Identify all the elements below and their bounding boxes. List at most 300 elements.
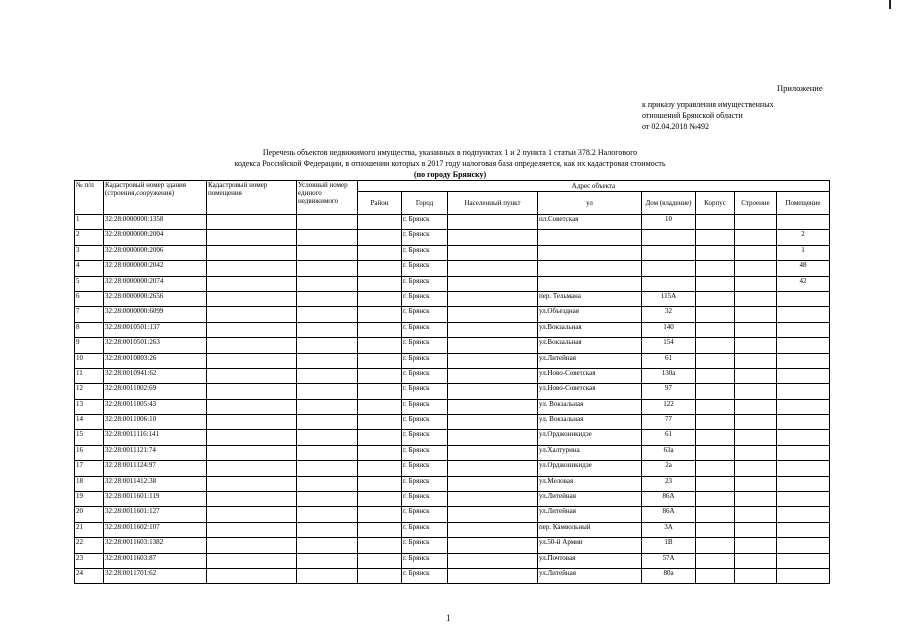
cell-room: 2 <box>777 230 830 245</box>
cell-building <box>735 230 777 245</box>
cell-building <box>735 415 777 430</box>
cell-conditional-number <box>297 276 358 291</box>
cell-settlement <box>448 415 538 430</box>
table-row <box>75 553 830 568</box>
cell-city: г. Брянск <box>402 307 448 322</box>
cell-building-cadastral: 32:28:0011412:38 <box>104 476 207 491</box>
cell-house: 23 <box>642 476 696 491</box>
cell-building <box>735 322 777 337</box>
cell-district <box>358 476 402 491</box>
cell-district <box>358 538 402 553</box>
table-row <box>75 245 830 260</box>
cell-building-cadastral: 32:28:0011002:69 <box>104 384 207 399</box>
cell-building-cadastral: 32:28:0011116:141 <box>104 430 207 445</box>
table-row <box>75 353 830 368</box>
cell-korpus <box>696 522 735 537</box>
cell-conditional-number <box>297 215 358 230</box>
cell-building-cadastral: 32:28:0011121:74 <box>104 445 207 460</box>
table-row <box>75 538 830 553</box>
cell-district <box>358 368 402 383</box>
cell-room <box>777 538 830 553</box>
cell-street <box>538 276 642 291</box>
cell-district <box>358 276 402 291</box>
header-num: № п/п <box>75 181 104 215</box>
table-row <box>75 384 830 399</box>
cell-settlement <box>448 276 538 291</box>
cell-korpus <box>696 276 735 291</box>
cell-room <box>777 399 830 414</box>
cell-building <box>735 507 777 522</box>
table-row <box>75 276 830 291</box>
cell-street: ул.Литейная <box>538 568 642 583</box>
cell-district <box>358 384 402 399</box>
cell-room <box>777 507 830 522</box>
table-row <box>75 476 830 491</box>
cell-settlement <box>448 307 538 322</box>
cell-korpus <box>696 245 735 260</box>
cell-city: г. Брянск <box>402 384 448 399</box>
cell-settlement <box>448 461 538 476</box>
cell-building <box>735 461 777 476</box>
cell-street <box>538 245 642 260</box>
cell-street: ул.Ново-Советская <box>538 368 642 383</box>
cell-room-cadastral <box>207 384 297 399</box>
cell-building <box>735 307 777 322</box>
cell-conditional-number <box>297 338 358 353</box>
cell-building <box>735 476 777 491</box>
cell-korpus <box>696 461 735 476</box>
header-street: ул <box>538 192 642 215</box>
table-row <box>75 261 830 276</box>
cell-conditional-number <box>297 368 358 383</box>
cell-room-cadastral <box>207 353 297 368</box>
cell-korpus <box>696 338 735 353</box>
cell-korpus <box>696 507 735 522</box>
cell-street <box>538 261 642 276</box>
cell-building-cadastral: 32:28:0000000:2042 <box>104 261 207 276</box>
table-row <box>75 492 830 507</box>
cell-street: ул.50-й Армии <box>538 538 642 553</box>
cell-city: г. Брянск <box>402 553 448 568</box>
cell-city: г. Брянск <box>402 445 448 460</box>
cell-building <box>735 353 777 368</box>
cell-street: ул. Вокзальная <box>538 399 642 414</box>
cell-building-cadastral: 32:28:0011601:127 <box>104 507 207 522</box>
cell-room-cadastral <box>207 492 297 507</box>
cell-building-cadastral: 32:28:0011603:87 <box>104 553 207 568</box>
cell-room <box>777 307 830 322</box>
page-number: 1 <box>446 613 451 623</box>
cell-settlement <box>448 445 538 460</box>
cell-house: 3А <box>642 522 696 537</box>
cell-district <box>358 291 402 306</box>
cell-house: 122 <box>642 399 696 414</box>
cell-house <box>642 230 696 245</box>
cell-house: 63а <box>642 445 696 460</box>
cell-building <box>735 399 777 414</box>
table-row <box>75 338 830 353</box>
cell-house: 97 <box>642 384 696 399</box>
cell-conditional-number <box>297 476 358 491</box>
cell-room-cadastral <box>207 215 297 230</box>
cell-city: г. Брянск <box>402 215 448 230</box>
cell-room <box>777 291 830 306</box>
cell-street: пер. Тельмана <box>538 291 642 306</box>
cell-num: 6 <box>75 291 104 306</box>
cell-house: 77 <box>642 415 696 430</box>
cell-room-cadastral <box>207 415 297 430</box>
cell-korpus <box>696 553 735 568</box>
cell-settlement <box>448 522 538 537</box>
cell-room <box>777 322 830 337</box>
cell-room <box>777 430 830 445</box>
cell-settlement <box>448 399 538 414</box>
cell-num: 23 <box>75 553 104 568</box>
cell-street: ул.Литейная <box>538 507 642 522</box>
cell-city: г. Брянск <box>402 399 448 414</box>
cell-room <box>777 215 830 230</box>
table-row <box>75 568 830 583</box>
cell-room-cadastral <box>207 338 297 353</box>
cell-conditional-number <box>297 384 358 399</box>
cell-room-cadastral <box>207 291 297 306</box>
cell-settlement <box>448 353 538 368</box>
cell-street: пер. Камвольный <box>538 522 642 537</box>
title-line: Перечень объектов недвижимого имущества, указанных в подпунктах 1 и 2 пункта 1 статьи 378.2 Налогового <box>262 148 638 157</box>
cell-city: г. Брянск <box>402 461 448 476</box>
cell-room <box>777 415 830 430</box>
cell-conditional-number <box>297 261 358 276</box>
cell-room-cadastral <box>207 368 297 383</box>
cell-district <box>358 522 402 537</box>
table-row <box>75 368 830 383</box>
cell-settlement <box>448 230 538 245</box>
cell-building <box>735 261 777 276</box>
cell-building <box>735 245 777 260</box>
cell-building-cadastral: 32:28:0010501:137 <box>104 322 207 337</box>
header-building-cadastral: Кадастровый номер здания (строения,сооружения) <box>104 181 207 215</box>
cell-room-cadastral <box>207 522 297 537</box>
cell-room <box>777 476 830 491</box>
cell-num: 9 <box>75 338 104 353</box>
header-building: Строение <box>735 192 777 215</box>
cell-street: ул. Вокзальная <box>538 415 642 430</box>
cell-settlement <box>448 384 538 399</box>
header-room: Помещение <box>777 192 830 215</box>
cell-city: г. Брянск <box>402 522 448 537</box>
cell-district <box>358 430 402 445</box>
table-row <box>75 322 830 337</box>
header-address: Адрес объекта <box>358 181 830 192</box>
cell-city: г. Брянск <box>402 568 448 583</box>
cell-korpus <box>696 538 735 553</box>
cell-room-cadastral <box>207 276 297 291</box>
cell-room <box>777 445 830 460</box>
table-row <box>75 215 830 230</box>
cell-building <box>735 276 777 291</box>
cell-settlement <box>448 261 538 276</box>
cell-building-cadastral: 32:28:0000000:6099 <box>104 307 207 322</box>
cell-num: 2 <box>75 230 104 245</box>
cell-street <box>538 230 642 245</box>
cell-korpus <box>696 492 735 507</box>
cell-city: г. Брянск <box>402 430 448 445</box>
cell-house: 10 <box>642 215 696 230</box>
cell-settlement <box>448 430 538 445</box>
cell-room-cadastral <box>207 476 297 491</box>
table-row <box>75 415 830 430</box>
cell-city: г. Брянск <box>402 338 448 353</box>
cell-building <box>735 384 777 399</box>
cell-district <box>358 568 402 583</box>
table-row <box>75 445 830 460</box>
cell-room-cadastral <box>207 430 297 445</box>
cell-room <box>777 368 830 383</box>
cell-house <box>642 245 696 260</box>
cell-conditional-number <box>297 353 358 368</box>
cell-house <box>642 261 696 276</box>
cell-district <box>358 415 402 430</box>
cell-street: ул.Объездная <box>538 307 642 322</box>
cell-num: 8 <box>75 322 104 337</box>
cell-room: 42 <box>777 276 830 291</box>
cell-house: 154 <box>642 338 696 353</box>
cell-city: г. Брянск <box>402 368 448 383</box>
cell-city: г. Брянск <box>402 276 448 291</box>
table-row <box>75 291 830 306</box>
cell-conditional-number <box>297 445 358 460</box>
cell-korpus <box>696 215 735 230</box>
cell-city: г. Брянск <box>402 415 448 430</box>
cell-room-cadastral <box>207 261 297 276</box>
cell-num: 21 <box>75 522 104 537</box>
cell-district <box>358 353 402 368</box>
cell-conditional-number <box>297 568 358 583</box>
cell-district <box>358 245 402 260</box>
cell-district <box>358 338 402 353</box>
cell-settlement <box>448 492 538 507</box>
cell-room-cadastral <box>207 553 297 568</box>
table-row <box>75 507 830 522</box>
cell-room-cadastral <box>207 461 297 476</box>
cell-korpus <box>696 261 735 276</box>
cell-conditional-number <box>297 522 358 537</box>
cell-settlement <box>448 568 538 583</box>
cell-city: г. Брянск <box>402 353 448 368</box>
table-row <box>75 399 830 414</box>
cell-room-cadastral <box>207 445 297 460</box>
cell-korpus <box>696 568 735 583</box>
cell-korpus <box>696 307 735 322</box>
cell-num: 7 <box>75 307 104 322</box>
cell-num: 14 <box>75 415 104 430</box>
cell-room-cadastral <box>207 230 297 245</box>
cell-house: 86А <box>642 492 696 507</box>
cell-num: 13 <box>75 399 104 414</box>
cell-street: ул.Вокзальная <box>538 338 642 353</box>
header-korpus: Корпус <box>696 192 735 215</box>
cell-city: г. Брянск <box>402 322 448 337</box>
cell-num: 16 <box>75 445 104 460</box>
cell-conditional-number <box>297 291 358 306</box>
cell-building-cadastral: 32:28:0000000:2004 <box>104 230 207 245</box>
cell-conditional-number <box>297 322 358 337</box>
table-row <box>75 461 830 476</box>
cell-korpus <box>696 322 735 337</box>
cell-num: 18 <box>75 476 104 491</box>
cell-district <box>358 492 402 507</box>
cell-building-cadastral: 32:28:0011603:1382 <box>104 538 207 553</box>
cell-settlement <box>448 553 538 568</box>
cell-building-cadastral: 32:28:0011701:62 <box>104 568 207 583</box>
cell-street: ул.Орджоникидзе <box>538 430 642 445</box>
cell-conditional-number <box>297 307 358 322</box>
cell-room-cadastral <box>207 507 297 522</box>
cell-num: 19 <box>75 492 104 507</box>
cell-room <box>777 338 830 353</box>
header-city: Город <box>402 192 448 215</box>
cell-building <box>735 291 777 306</box>
cell-num: 4 <box>75 261 104 276</box>
cell-settlement <box>448 338 538 353</box>
cell-building <box>735 553 777 568</box>
cell-house: 57А <box>642 553 696 568</box>
cell-district <box>358 445 402 460</box>
cell-room-cadastral <box>207 568 297 583</box>
cell-conditional-number <box>297 230 358 245</box>
title-line: кодекса Российской Федерации, в отношении которых в 2017 году налоговая база определяется, как их кадастровая стоимость <box>234 159 666 168</box>
cell-building-cadastral: 32:28:0010803:26 <box>104 353 207 368</box>
cell-building-cadastral: 32:28:0000000:2074 <box>104 276 207 291</box>
header-district: Район <box>358 192 402 215</box>
cell-house: 61 <box>642 353 696 368</box>
cell-room <box>777 553 830 568</box>
cell-room <box>777 492 830 507</box>
cell-district <box>358 322 402 337</box>
cell-conditional-number <box>297 415 358 430</box>
cell-building <box>735 568 777 583</box>
cell-num: 10 <box>75 353 104 368</box>
order-reference <box>642 99 774 132</box>
cell-building <box>735 492 777 507</box>
cell-house: 80а <box>642 568 696 583</box>
cell-conditional-number <box>297 507 358 522</box>
cell-building-cadastral: 32:28:0011006:10 <box>104 415 207 430</box>
cell-conditional-number <box>297 492 358 507</box>
cell-city: г. Брянск <box>402 245 448 260</box>
cell-conditional-number <box>297 430 358 445</box>
cell-korpus <box>696 230 735 245</box>
property-table <box>74 180 830 584</box>
cell-room-cadastral <box>207 538 297 553</box>
cell-street: ул.Литейная <box>538 353 642 368</box>
order-line: отношений Брянской области <box>642 111 743 120</box>
cell-building-cadastral: 32:28:0011005:43 <box>104 399 207 414</box>
order-line: к приказу управления имущественных <box>642 100 774 109</box>
cell-building <box>735 522 777 537</box>
cell-settlement <box>448 368 538 383</box>
cell-settlement <box>448 245 538 260</box>
scan-edge-mark <box>889 0 891 9</box>
table-row <box>75 230 830 245</box>
cell-house: 115А <box>642 291 696 306</box>
cell-room <box>777 353 830 368</box>
cell-house: 61 <box>642 430 696 445</box>
cell-settlement <box>448 291 538 306</box>
table-body <box>75 215 830 584</box>
cell-korpus <box>696 430 735 445</box>
header-house: Дом (владение) <box>642 192 696 215</box>
cell-street: ул.Ново-Советская <box>538 384 642 399</box>
cell-house: 86А <box>642 507 696 522</box>
cell-conditional-number <box>297 461 358 476</box>
cell-settlement <box>448 322 538 337</box>
cell-street: пл.Советская <box>538 215 642 230</box>
cell-korpus <box>696 415 735 430</box>
cell-num: 11 <box>75 368 104 383</box>
cell-street: ул.Почтовая <box>538 553 642 568</box>
cell-room-cadastral <box>207 307 297 322</box>
cell-city: г. Брянск <box>402 261 448 276</box>
cell-building-cadastral: 32:28:0011124:97 <box>104 461 207 476</box>
cell-city: г. Брянск <box>402 476 448 491</box>
cell-num: 15 <box>75 430 104 445</box>
cell-num: 20 <box>75 507 104 522</box>
cell-room <box>777 522 830 537</box>
cell-house: 32 <box>642 307 696 322</box>
table-row <box>75 430 830 445</box>
cell-house <box>642 276 696 291</box>
cell-room <box>777 461 830 476</box>
cell-district <box>358 507 402 522</box>
header-settlement: Населенный пункт <box>448 192 538 215</box>
cell-settlement <box>448 538 538 553</box>
cell-korpus <box>696 291 735 306</box>
cell-room: 1 <box>777 245 830 260</box>
cell-district <box>358 215 402 230</box>
cell-street: ул.Литейная <box>538 492 642 507</box>
cell-district <box>358 553 402 568</box>
cell-building <box>735 445 777 460</box>
cell-korpus <box>696 476 735 491</box>
cell-building-cadastral: 32:28:0010501:263 <box>104 338 207 353</box>
cell-city: г. Брянск <box>402 507 448 522</box>
cell-building <box>735 338 777 353</box>
cell-building <box>735 538 777 553</box>
cell-korpus <box>696 399 735 414</box>
cell-room <box>777 384 830 399</box>
cell-building <box>735 430 777 445</box>
cell-city: г. Брянск <box>402 538 448 553</box>
cell-building-cadastral: 32:28:0011601:119 <box>104 492 207 507</box>
table-row <box>75 522 830 537</box>
header-conditional-number: Условный номер единого недвижимого <box>297 181 358 215</box>
cell-settlement <box>448 476 538 491</box>
cell-district <box>358 399 402 414</box>
cell-street: ул.Орджоникидзе <box>538 461 642 476</box>
title-subtitle: (по городу Брянску) <box>413 170 487 179</box>
cell-room: 48 <box>777 261 830 276</box>
cell-num: 5 <box>75 276 104 291</box>
cell-settlement <box>448 215 538 230</box>
cell-num: 22 <box>75 538 104 553</box>
cell-room-cadastral <box>207 322 297 337</box>
cell-room-cadastral <box>207 245 297 260</box>
cell-building-cadastral: 32:28:0000000:1358 <box>104 215 207 230</box>
cell-conditional-number <box>297 553 358 568</box>
cell-num: 24 <box>75 568 104 583</box>
cell-house: 130а <box>642 368 696 383</box>
